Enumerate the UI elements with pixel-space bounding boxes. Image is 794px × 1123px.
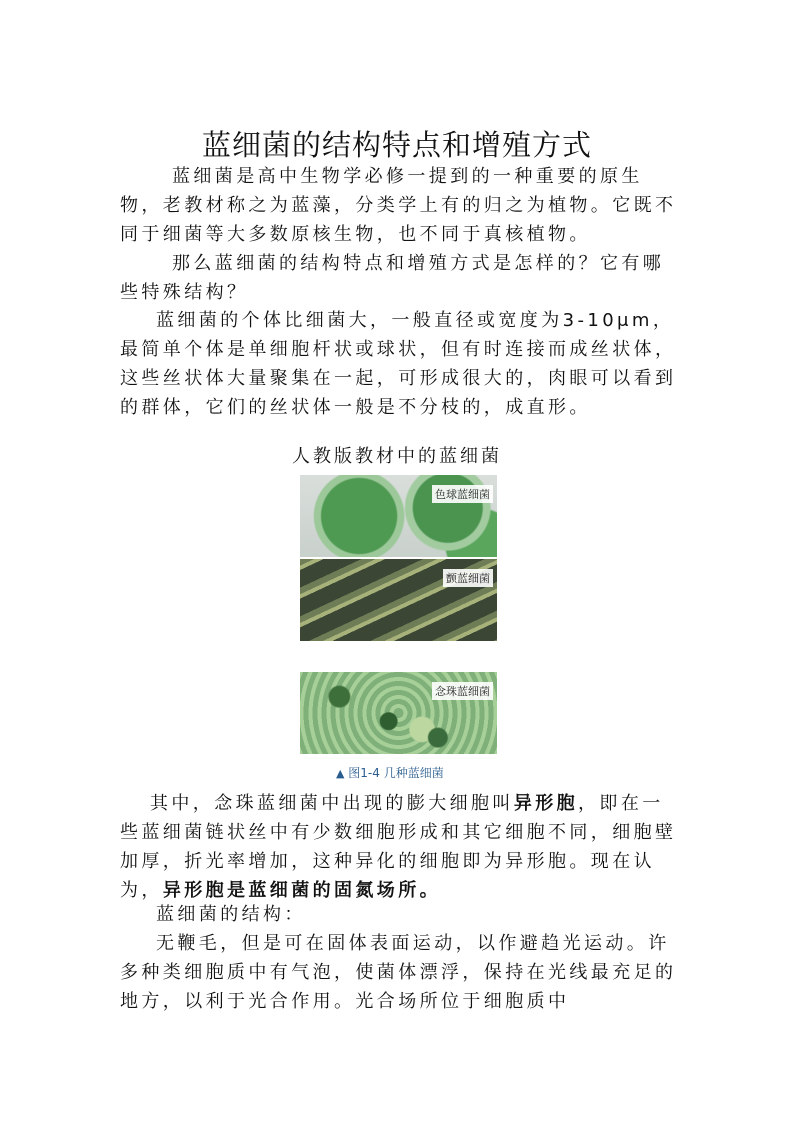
heterocyst-term: 异形胞 (513, 793, 579, 814)
heterocyst-text-a: 其中，念珠蓝细菌中出现的膨大细胞叫 (150, 793, 514, 814)
figure-number: 图1-4 (348, 766, 380, 780)
triangle-icon: ▲ (336, 767, 345, 780)
heterocyst-paragraph (120, 789, 680, 905)
nitrogen-fixation-statement: 异形胞是蓝细菌的固氮场所。 (162, 880, 442, 901)
figure-label-nostoc: 念珠蓝细菌 (432, 682, 493, 700)
nostoc-image (300, 672, 497, 754)
oscillatoria-image (300, 559, 497, 641)
structure-heading: 蓝细菌的结构： (156, 904, 306, 925)
heterocyst-text-c: ，即在一些蓝细菌链状丝中有少数细胞形成和其它细胞不同，细胞壁加厚，折光率增加，这种异化的细胞即为异形胞。现在认为， (120, 793, 677, 901)
figure-caption-text: 几种蓝细菌 (383, 766, 444, 780)
intro-paragraph: 蓝细菌是高中生物学必修一提到的一种重要的原生物，老教材称之为蓝藻，分类学上有的归之为植物。它既不同于细菌等大多数原核生物，也不同于真核植物。 (120, 166, 677, 245)
structure-paragraph: 无鞭毛，但是可在固体表面运动，以作避趋光运动。许多种类细胞质中有气泡，使菌体漂浮，保持在光线最充足的地方，以利于光合作用。光合场所位于细胞质中 (120, 933, 677, 1012)
size-paragraph: 蓝细菌的个体比细菌大，一般直径或宽度为3-10μm，最简单个体是单细胞杆状或球状，但有时连接而成丝状体，这些丝状体大量聚集在一起，可形成很大的，肉眼可以看到的群体，它们的丝状体一般是不分枝的，成直形。 (120, 310, 677, 418)
figure-label-oscillatoria: 颤蓝细菌 (443, 569, 493, 587)
figure-caption (336, 764, 444, 781)
page-title: 蓝细菌的结构特点和增殖方式 (201, 128, 592, 163)
figure-label-chroococcus: 色球蓝细菌 (432, 485, 493, 503)
chroococcus-image (300, 475, 497, 557)
question-paragraph: 那么蓝细菌的结构特点和增殖方式是怎样的？它有哪些特殊结构？ (120, 253, 665, 303)
figure-title: 人教版教材中的蓝细菌 (292, 446, 502, 467)
